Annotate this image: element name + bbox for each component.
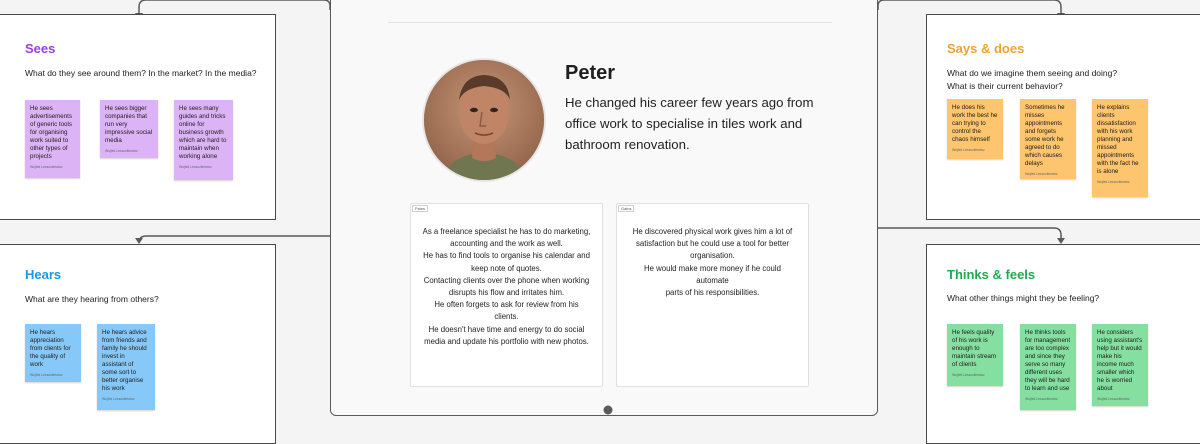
pains-line: He has to find tools to organise his calendar and <box>423 251 590 261</box>
says-does-question-line: What do we imagine them seeing and doing? <box>947 68 1118 78</box>
sticky-note[interactable] <box>97 324 155 410</box>
note-author: Wojtek Leszczkiewicz <box>1025 397 1058 401</box>
sees-title: Sees <box>25 41 56 56</box>
note-text: He explains clients dissatisfaction with his work planning and missed appointments with the fact he is alone <box>1097 104 1139 175</box>
panel-anchor-handle[interactable] <box>600 402 616 418</box>
sticky-note[interactable] <box>1092 99 1148 197</box>
note-author: Wojtek Leszczkiewicz <box>1025 172 1058 176</box>
gains-card[interactable] <box>616 203 809 387</box>
note-text: He hears appreciation from clients for the quality of work <box>30 329 71 368</box>
sticky-note[interactable] <box>947 99 1003 159</box>
gains-line: He would make more money if he could automate <box>644 263 781 285</box>
hears-title: Hears <box>25 267 62 282</box>
note-author: Wojtek Leszczkiewicz <box>179 165 212 169</box>
persona-name: Peter <box>565 62 616 84</box>
note-text: Sometimes he misses appointments and forgets some work he agreed to do which causes delays <box>1025 104 1065 167</box>
pains-line: He often forgets to ask for review from his <box>434 300 579 310</box>
sticky-note[interactable] <box>1020 99 1076 179</box>
gains-text <box>627 226 798 299</box>
pains-line: disrupts his flow and irritates him. <box>448 288 565 298</box>
connector-thinks-feels <box>878 228 1061 240</box>
note-text: He thinks tools for management are too complex and since they serve so many different uses they will be hard to learn and use <box>1025 329 1071 392</box>
says-does-question <box>947 67 1117 93</box>
note-author: Wojtek Leszczkiewicz <box>30 373 63 377</box>
pains-line: He doesn't have time and energy to do social <box>428 324 585 334</box>
connector-says-does <box>878 0 1061 14</box>
note-author: Wojtek Leszczkiewicz <box>102 397 135 401</box>
note-author: Wojtek Leszczkiewicz <box>952 373 985 377</box>
says-does-panel[interactable] <box>926 14 1200 220</box>
gains-line: He discovered physical work gives him a lot of <box>632 227 793 236</box>
note-author: Wojtek Leszczkiewicz <box>105 149 138 153</box>
sticky-note[interactable] <box>1092 324 1148 406</box>
sticky-note[interactable] <box>25 100 80 178</box>
pains-text <box>421 226 592 348</box>
sticky-note[interactable] <box>100 100 158 158</box>
pains-tag: Pains <box>412 205 428 212</box>
pains-line: Contacting clients over the phone when working <box>423 275 590 285</box>
gains-tag: Gains <box>618 205 634 212</box>
sticky-note[interactable] <box>1020 324 1076 410</box>
connector-hears <box>139 236 330 243</box>
pains-line: keep note of quotes. <box>471 263 542 273</box>
thinks-feels-question: What other things might they be feeling? <box>947 293 1100 303</box>
note-author: Wojtek Leszczkiewicz <box>952 148 985 152</box>
persona-bio: He changed his career few years ago from office work to specialise in tiles work and bathroom renovation. <box>565 95 814 152</box>
thinks-feels-panel[interactable] <box>926 244 1200 444</box>
note-author: Wojtek Leszczkiewicz <box>1097 397 1130 401</box>
note-author: Wojtek Leszczkiewicz <box>1097 180 1130 184</box>
says-does-title: Says & does <box>947 41 1025 56</box>
note-text: He hears advice from friends and family he should invest in assistant of some sort to better organise his work <box>102 329 147 392</box>
note-text: He sees bigger companies that run very impressive social media <box>105 105 153 144</box>
thinks-feels-title: Thinks & feels <box>947 267 1036 282</box>
note-text: He sees advertisements of generic tools for organising work suited to other types of projects <box>30 105 72 160</box>
note-author: Wojtek Leszczkiewicz <box>30 165 63 169</box>
persona-top-divider <box>388 22 832 23</box>
pains-line: accounting and the work as well. <box>450 239 563 249</box>
note-text: He considers using assistant's help but it would make his income much smaller which he is worried about <box>1097 329 1143 392</box>
sticky-note[interactable] <box>25 324 81 382</box>
pains-card[interactable] <box>410 203 603 387</box>
sees-question: What do they see around them? In the market? In the media? <box>25 68 257 78</box>
persona-avatar <box>422 58 546 182</box>
note-text: He does his work the best he can trying to control the chaos himself <box>952 104 998 143</box>
pains-line: clients. <box>494 312 519 322</box>
pains-line: media and update his portfolio with new photos. <box>424 336 589 346</box>
gains-line: organisation. <box>690 251 735 261</box>
sticky-note[interactable] <box>947 324 1003 386</box>
sticky-note[interactable] <box>174 100 233 180</box>
hears-panel[interactable] <box>0 244 276 444</box>
pains-line: As a freelance specialist he has to do marketing, <box>422 227 591 236</box>
note-text: He feels quality of his work is enough to maintain stream of clients <box>952 329 997 368</box>
sees-panel[interactable] <box>0 14 276 220</box>
connector-sees <box>139 0 330 14</box>
gains-line: parts of his responsibilities. <box>665 288 760 298</box>
says-does-question-line: What is their current behavior? <box>947 81 1063 91</box>
gains-line: satisfaction but he could use a tool for better <box>636 239 789 249</box>
hears-question: What are they hearing from others? <box>25 294 159 304</box>
note-text: He sees many guides and tricks online for business growth which are hard to maintain when working alone <box>179 105 227 160</box>
